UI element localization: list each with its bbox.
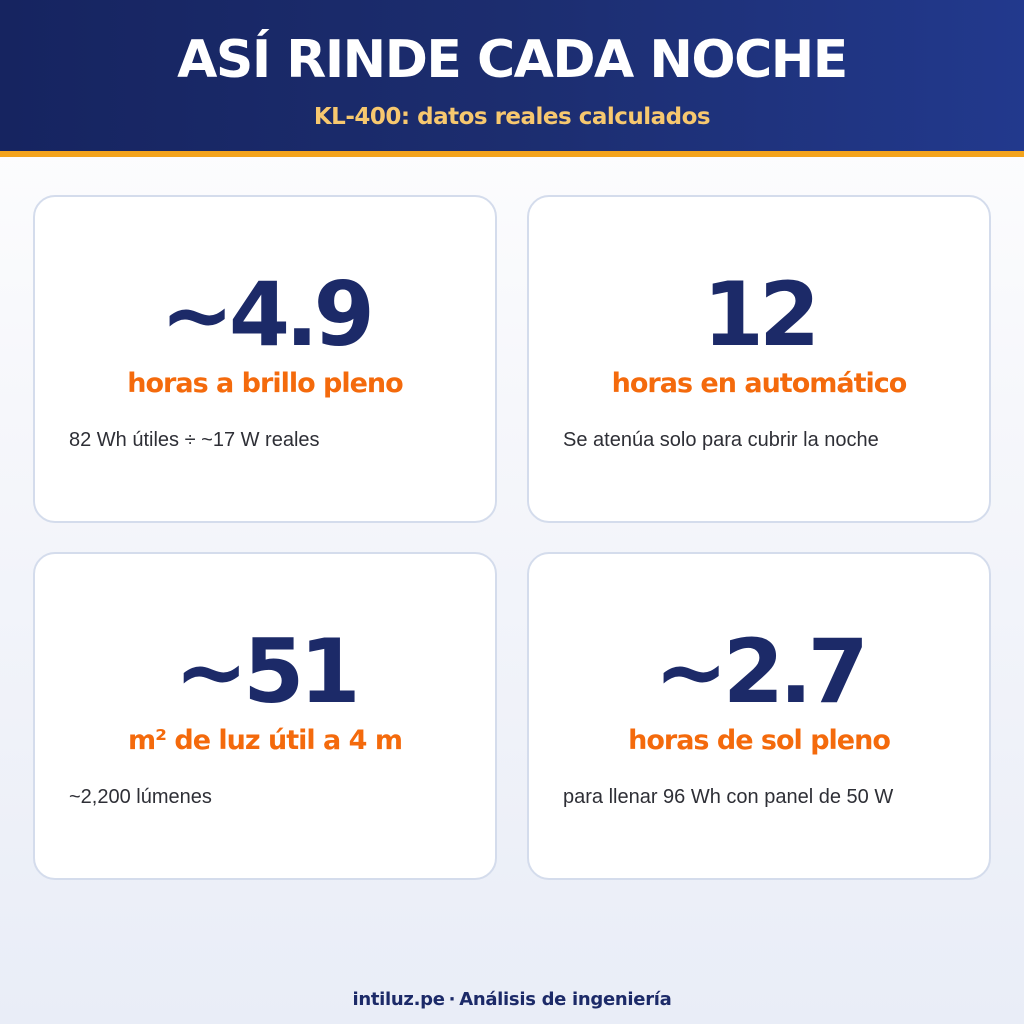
footer-tagline: Análisis de ingeniería (459, 989, 672, 1010)
stat-value: ~2.7 (654, 620, 864, 723)
stat-label: horas de sol pleno (628, 725, 890, 756)
stat-description: Se atenúa solo para cubrir la noche (563, 429, 879, 451)
stat-card-brightness-hours (33, 195, 497, 523)
page-subtitle: KL-400: datos reales calculados (313, 104, 711, 130)
page-title: ASÍ RINDE CADA NOCHE (177, 30, 847, 90)
stat-card-light-area (33, 552, 497, 880)
stat-description: para llenar 96 Wh con panel de 50 W (563, 786, 894, 808)
header-banner (0, 0, 1024, 157)
stat-description: 82 Wh útiles ÷ ~17 W reales (69, 429, 320, 451)
stat-description: ~2,200 lúmenes (69, 786, 212, 808)
footer-separator: · (448, 989, 456, 1010)
stat-card-sun-hours (527, 552, 991, 880)
stat-value: 12 (702, 263, 816, 366)
footer-credit (0, 986, 1024, 1014)
stat-label: horas en automático (611, 368, 907, 399)
stat-label: m² de luz útil a 4 m (128, 725, 402, 756)
stat-value: ~4.9 (160, 263, 370, 366)
stat-label: horas a brillo pleno (127, 368, 403, 399)
footer-site-link[interactable]: intiluz.pe (352, 989, 445, 1010)
stat-value: ~51 (174, 620, 356, 723)
stat-card-automatic-hours (527, 195, 991, 523)
